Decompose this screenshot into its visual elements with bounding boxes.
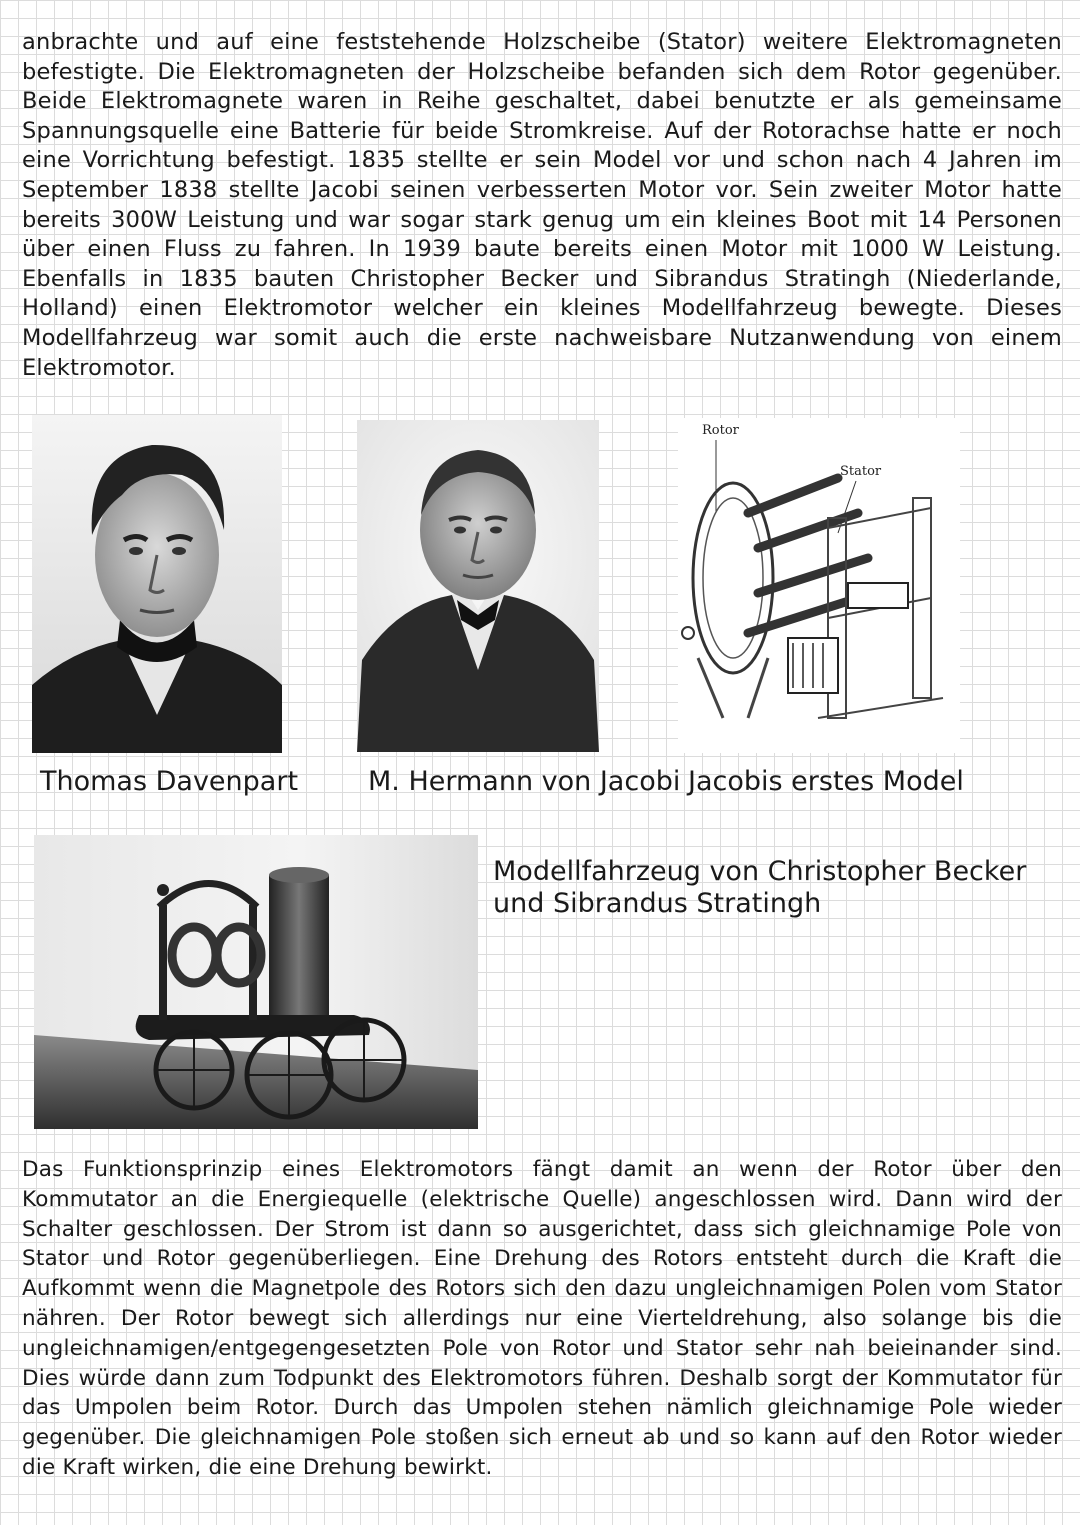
intro-paragraph: anbrachte und auf eine feststehende Holzscheibe (Stator) weitere Elektromagneten befestigte. Die Elektromagneten der Holzscheibe befanden sich dem Rotor gegenüber. Beide Elektromagnete waren in Reihe geschaltet, dabei benutzte er als gemeinsame Spannungsquelle eine Batterie für beide Stromkreise. Auf der Rotorachse hatte er noch eine Vorrichtung befestigt. 1835 stellte er sein Model vor und schon nach 4 Jahren im September 1838 stellte Jacobi seinen verbesserten Motor vor. Sein zweiter Motor hatte bereits 300W Leistung und war sogar stark genug um ein kleines Boot mit 14 Personen über einen Fluss zu fahren. In 1939 baute bereits einen Motor mit 1000 W Leistung. Ebenfalls in 1835 bauten Christopher Becker und Sibrandus Stratingh (Niederlande, Holland) einen Elektromotor welcher ein kleines Modellfahrzeug bewegte. Dieses Modellfahrzeug war somit auch die erste nachweisbare Nutzanwendung von einem Elektromotor.	[22, 29, 1062, 381]
davenport-caption: Thomas Davenpart	[40, 766, 299, 797]
jacobi-caption: M. Hermann von Jacobi	[368, 766, 681, 797]
jacobi-portrait	[357, 420, 599, 752]
davenport-portrait	[32, 415, 282, 753]
jacobi-motor-diagram	[678, 418, 960, 753]
rotor-label: Rotor	[702, 423, 739, 438]
model-caption: Jacobis erstes Model	[688, 766, 964, 797]
function-principle-paragraph: Das Funktionsprinzip eines Elektromotors fängt damit an wenn der Rotor über den Kommutator an die Energiequelle (elektrische Quelle) angeschlossen wird. Dann wird der Schalter geschlossen. Der Strom ist dann so ausgerichtet, dass sich gleichnamige Pole von Stator und Rotor gegenüberliegen. Eine Drehung des Rotors entsteht durch die Kraft die Aufkommt wenn die Magnetpole des Rotors sich den dazu ungleichnamigen Polen vom Stator nähren. Der Rotor bewegt sich allerdings nur eine Vierteldrehung, also solange bis die ungleichnamigen/entgegengesetzten Pole von Rotor und Stator sehr nah beieinander sind. Dies würde dann zum Todpunkt des Elektromotors führen. Deshalb sorgt der Kommutator für das Umpolen beim Rotor. Durch das Umpolen stehen nämlich gleichnamige Pole wieder gegenüber. Die gleichnamigen Pole stoßen sich erneut ab und so kann auf den Rotor wieder die Kraft wirken, die eine Drehung bewirkt.	[22, 1157, 1062, 1480]
vehicle-photo	[34, 835, 478, 1129]
vehicle-caption: Modellfahrzeug von Christopher Becker und Sibrandus Stratingh	[493, 856, 1027, 919]
stator-label: Stator	[840, 464, 882, 479]
